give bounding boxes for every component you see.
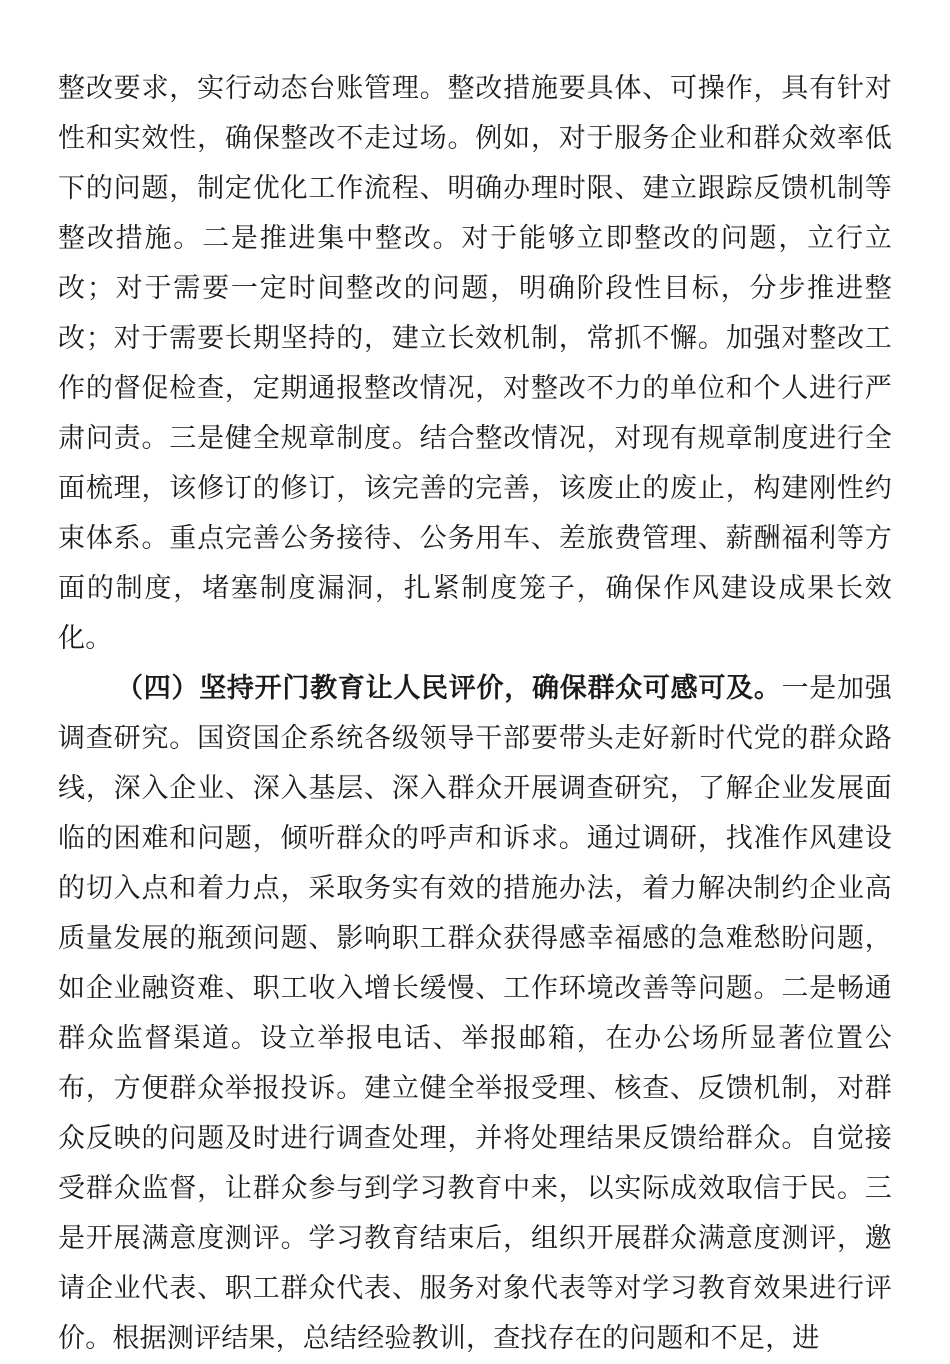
document-body (58, 64, 892, 1364)
paragraph-continuation: 整改要求，实行动态台账管理。整改措施要具体、可操作，具有针对性和实效性，确保整改不走过场。例如，对于服务企业和群众效率低下的问题，制定优化工作流程、明确办理时限、建立跟踪反馈机制等整改措施。二是推进集中整改。对于能够立即整改的问题，立行立改；对于需要一定时间整改的问题，明确阶段性目标，分步推进整改；对于需要长期坚持的，建立长效机制，常抓不懈。加强对整改工作的督促检查，定期通报整改情况，对整改不力的单位和个人进行严肃问责。三是健全规章制度。结合整改情况，对现有规章制度进行全面梳理，该修订的修订，该完善的完善，该废止的废止，构建刚性约束体系。重点完善公务接待、公务用车、差旅费管理、薪酬福利等方面的制度，堵塞制度漏洞，扎紧制度笼子，确保作风建设成果长效化。 (58, 73, 892, 654)
section-4-paragraph (58, 664, 892, 1364)
section-4-heading: （四）坚持开门教育让人民评价，确保群众可感可及。 (116, 673, 782, 704)
section-4-body: 一是加强调查研究。国资国企系统各级领导干部要带头走好新时代党的群众路线，深入企业、深入基层、深入群众开展调查研究，了解企业发展面临的困难和问题，倾听群众的呼声和诉求。通过调研，找准作风建设的切入点和着力点，采取务实有效的措施办法，着力解决制约企业高质量发展的瓶颈问题、影响职工群众获得感幸福感的急难愁盼问题，如企业融资难、职工收入增长缓慢、工作环境改善等问题。二是畅通群众监督渠道。设立举报电话、举报邮箱，在办公场所显著位置公布，方便群众举报投诉。建立健全举报受理、核查、反馈机制，对群众反映的问题及时进行调查处理，并将处理结果反馈给群众。自觉接受群众监督，让群众参与到学习教育中来，以实际成效取信于民。三是开展满意度测评。学习教育结束后，组织开展群众满意度测评，邀请企业代表、职工群众代表、服务对象代表等对学习教育效果进行评价。根据测评结果，总结经验教训，查找存在的问题和不足，进 (58, 673, 892, 1354)
